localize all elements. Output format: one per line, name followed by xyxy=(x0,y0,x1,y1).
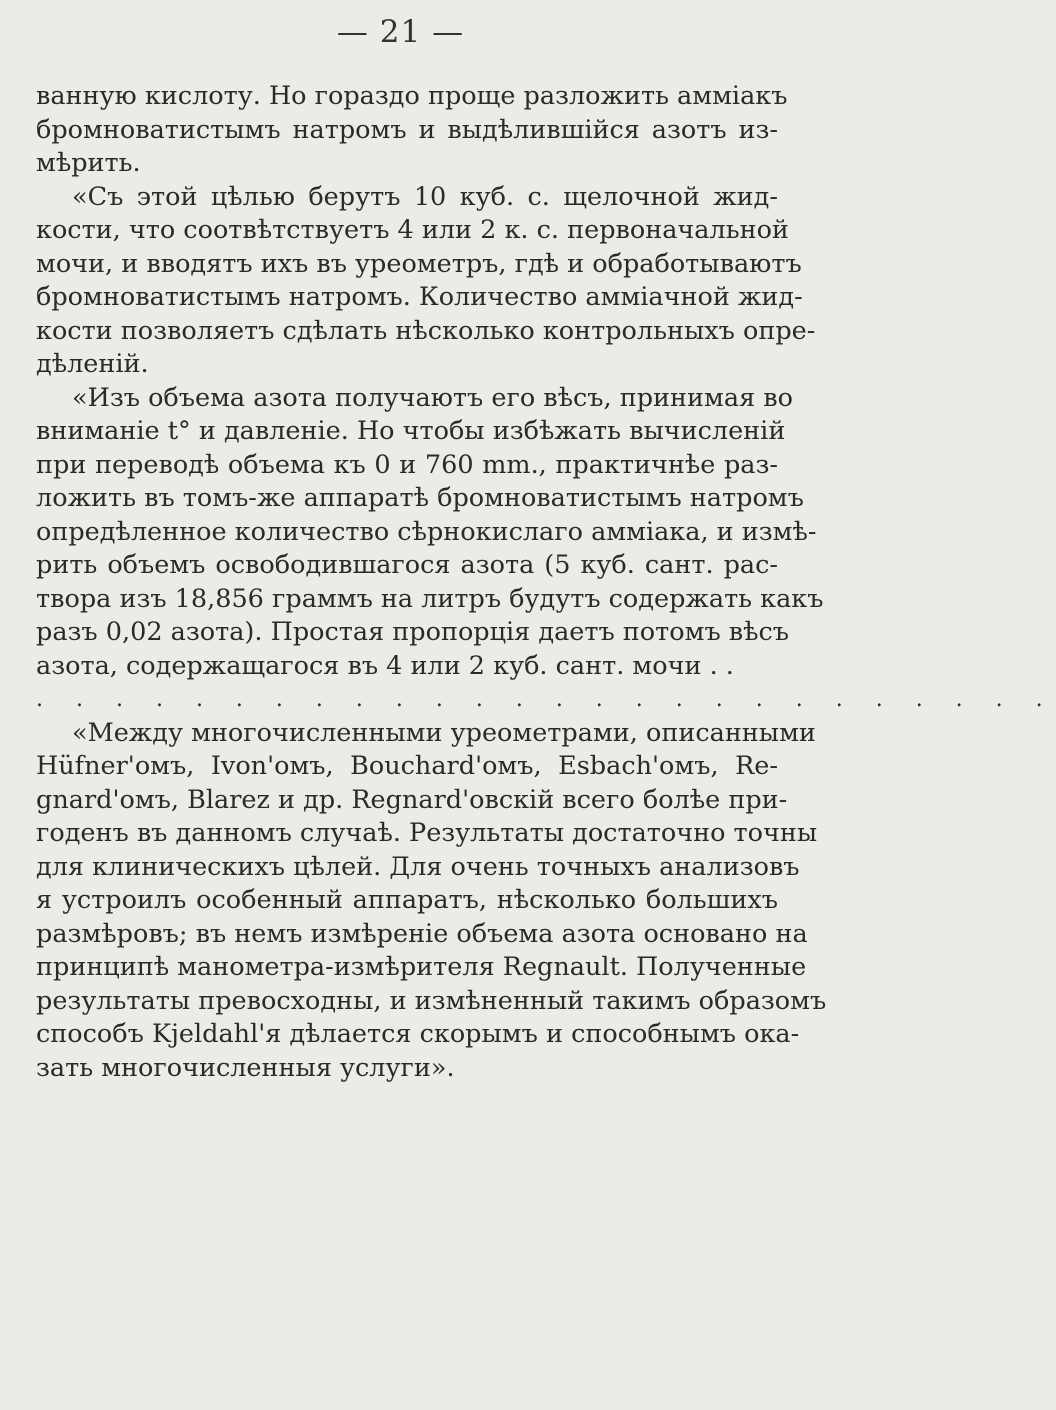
text-line: азота, содержащагося въ 4 или 2 куб. сант. мочи . . xyxy=(36,650,734,681)
text-line: ванную кислоту. Но гораздо проще разложить амміакъ xyxy=(36,81,788,111)
text-line: ложить въ томъ-же аппаратѣ бромноватистымъ натромъ xyxy=(36,483,804,513)
text-line: мочи, и вводятъ ихъ въ уреометръ, гдѣ и обработываютъ xyxy=(36,248,802,279)
text-line: «Съ этой цѣлью берутъ 10 куб. с. щелочной жид- xyxy=(72,181,778,212)
text-line: Hüfner'омъ, Ivon'омъ, Bouchard'омъ, Esbach'омъ, Re- xyxy=(36,751,778,781)
text-line: для клиническихъ цѣлей. Для очень точныхъ анализовъ xyxy=(36,851,800,882)
text-line: вниманіе t° и давленіе. Но чтобы избѣжать вычисленій xyxy=(36,416,786,446)
text-line: рить объемъ освободившагося азота (5 куб. сант. рас- xyxy=(36,550,778,580)
text-line: кости, что соотвѣтствуетъ 4 или 2 к. с. первоначальной xyxy=(36,215,789,245)
text-line: бромноватистымъ натромъ. Количество амміачной жид- xyxy=(36,282,803,312)
text-line: «Между многочисленными уреометрами, описанными xyxy=(72,717,816,748)
body-text xyxy=(36,80,1056,1085)
text-line: при переводѣ объема къ 0 и 760 mm., практичнѣе раз- xyxy=(36,449,778,480)
text-line: я устроилъ особенный аппаратъ, нѣсколько большихъ xyxy=(36,885,778,915)
text-line: способъ Kjeldahl'я дѣлается скорымъ и способнымъ ока- xyxy=(36,1019,800,1049)
text-line: бромноватистымъ натромъ и выдѣлившійся азотъ из- xyxy=(36,114,778,145)
text-line: мѣрить. xyxy=(36,148,141,178)
ellipsis-separator: . . . . . . . . . . . . . . . . . . . . . . . . . . xyxy=(36,687,1056,712)
text-line: gnard'омъ, Blarez и др. Regnard'овскій всего болѣе при- xyxy=(36,784,788,815)
text-line: дѣленій. xyxy=(36,349,149,379)
text-line: зать многочисленныя услуги». xyxy=(36,1052,455,1083)
text-line: размѣровъ; въ немъ измѣреніе объема азота основано на xyxy=(36,918,808,949)
text-line: результаты превосходны, и измѣненный такимъ образомъ xyxy=(36,985,827,1016)
text-line: опредѣленное количество сѣрнокислаго амміака, и измѣ- xyxy=(36,516,817,547)
text-line: кости позволяетъ сдѣлать нѣсколько контрольныхъ опре- xyxy=(36,315,816,346)
text-line: принципѣ манометра-измѣрителя Regnault. Полученные xyxy=(36,952,807,982)
text-line: разъ 0,02 азота). Простая пропорція даетъ потомъ вѣсъ xyxy=(36,617,790,647)
page-number: — 21 — xyxy=(336,14,465,50)
text-line: годенъ въ данномъ случаѣ. Результаты достаточно точны xyxy=(36,818,818,848)
text-line: «Изъ объема азота получаютъ его вѣсъ, принимая во xyxy=(72,382,793,413)
text-line: твора изъ 18,856 граммъ на литръ будутъ содержать какъ xyxy=(36,583,824,614)
